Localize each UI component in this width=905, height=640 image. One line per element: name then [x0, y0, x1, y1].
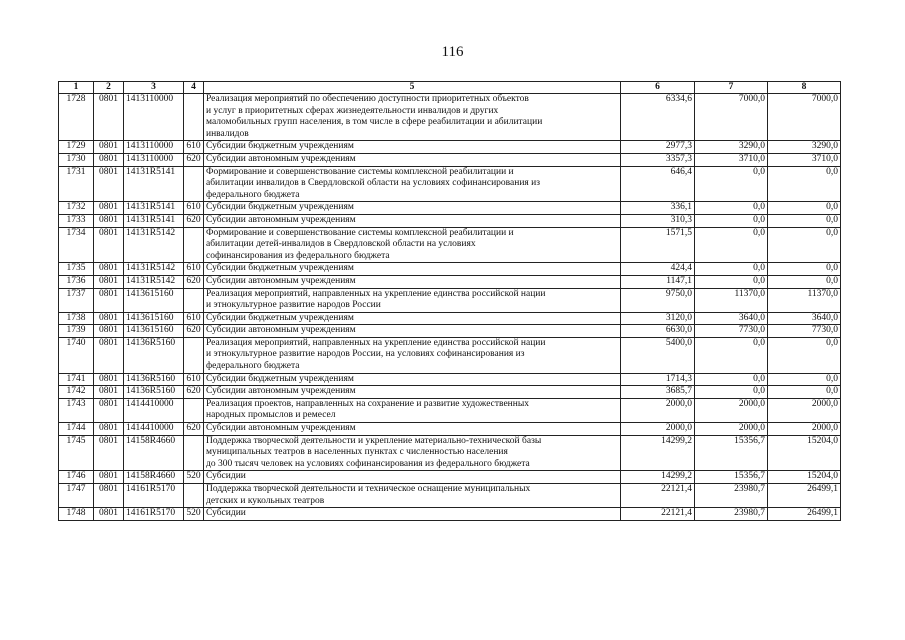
row-number: 1740 — [59, 337, 94, 373]
amount-col-6: 2000,0 — [621, 398, 695, 422]
table-row — [59, 325, 841, 338]
amount-col-8: 7000,0 — [768, 94, 841, 141]
section-code: 0801 — [94, 484, 124, 508]
amount-col-7: 23980,7 — [695, 484, 768, 508]
row-number: 1728 — [59, 94, 94, 141]
row-number: 1730 — [59, 153, 94, 166]
section-code: 0801 — [94, 337, 124, 373]
amount-col-6: 14299,2 — [621, 435, 695, 471]
item-name: Субсидии бюджетным учреждениям — [204, 202, 621, 215]
item-name: Субсидии автономным учреждениям — [204, 275, 621, 288]
expense-type-code — [184, 166, 204, 202]
section-code: 0801 — [94, 275, 124, 288]
expense-type-code: 620 — [184, 214, 204, 227]
amount-col-6: 2977,3 — [621, 141, 695, 154]
item-name: Субсидии — [204, 471, 621, 484]
header-col-4: 4 — [184, 82, 204, 94]
row-number: 1735 — [59, 263, 94, 276]
amount-col-8: 15204,0 — [768, 435, 841, 471]
amount-col-8: 3290,0 — [768, 141, 841, 154]
amount-col-8: 0,0 — [768, 263, 841, 276]
amount-col-8: 2000,0 — [768, 423, 841, 436]
table-row — [59, 227, 841, 263]
expense-type-code — [184, 435, 204, 471]
amount-col-7: 7000,0 — [695, 94, 768, 141]
amount-col-7: 0,0 — [695, 337, 768, 373]
table-row — [59, 166, 841, 202]
amount-col-8: 0,0 — [768, 202, 841, 215]
item-name: Реализация проектов, направленных на сохранение и развитие художественных народных промыслов и ремесел — [204, 398, 621, 422]
expense-type-code — [184, 398, 204, 422]
row-number: 1733 — [59, 214, 94, 227]
item-name: Субсидии автономным учреждениям — [204, 214, 621, 227]
table-row — [59, 263, 841, 276]
item-name: Реализация мероприятий по обеспечению доступности приоритетных объектов и услуг в приоритетных сферах жизнедеятельности инвалидов и других маломобильных групп населения, в том числе в сфере реабилитации и абилитации инвалидов — [204, 94, 621, 141]
target-article-code: 1413615160 — [124, 288, 184, 312]
target-article-code: 14131R5142 — [124, 275, 184, 288]
header-col-6: 6 — [621, 82, 695, 94]
row-number: 1745 — [59, 435, 94, 471]
target-article-code: 14136R5160 — [124, 337, 184, 373]
table-row — [59, 373, 841, 386]
amount-col-8: 7730,0 — [768, 325, 841, 338]
expense-type-code — [184, 337, 204, 373]
target-article-code: 1414410000 — [124, 423, 184, 436]
section-code: 0801 — [94, 227, 124, 263]
header-col-7: 7 — [695, 82, 768, 94]
amount-col-7: 3640,0 — [695, 312, 768, 325]
amount-col-7: 3290,0 — [695, 141, 768, 154]
amount-col-7: 15356,7 — [695, 471, 768, 484]
expense-type-code: 610 — [184, 263, 204, 276]
row-number: 1742 — [59, 386, 94, 399]
expense-type-code: 610 — [184, 141, 204, 154]
amount-col-6: 6334,6 — [621, 94, 695, 141]
target-article-code: 14131R5142 — [124, 263, 184, 276]
expense-type-code: 620 — [184, 325, 204, 338]
target-article-code: 14161R5170 — [124, 508, 184, 521]
target-article-code: 1413615160 — [124, 325, 184, 338]
section-code: 0801 — [94, 508, 124, 521]
item-name: Субсидии автономным учреждениям — [204, 423, 621, 436]
amount-col-8: 0,0 — [768, 214, 841, 227]
section-code: 0801 — [94, 435, 124, 471]
section-code: 0801 — [94, 373, 124, 386]
amount-col-7: 15356,7 — [695, 435, 768, 471]
amount-col-6: 424,4 — [621, 263, 695, 276]
row-number: 1729 — [59, 141, 94, 154]
target-article-code: 14161R5170 — [124, 484, 184, 508]
amount-col-7: 0,0 — [695, 227, 768, 263]
section-code: 0801 — [94, 325, 124, 338]
section-code: 0801 — [94, 153, 124, 166]
item-name: Реализация мероприятий, направленных на укрепление единства российской нации и этнокультурное развитие народов России, на условиях софинансирования из федерального бюджета — [204, 337, 621, 373]
amount-col-8: 26499,1 — [768, 484, 841, 508]
amount-col-7: 2000,0 — [695, 423, 768, 436]
section-code: 0801 — [94, 202, 124, 215]
section-code: 0801 — [94, 166, 124, 202]
item-name: Субсидии — [204, 508, 621, 521]
amount-col-7: 2000,0 — [695, 398, 768, 422]
expense-type-code — [184, 94, 204, 141]
item-name: Субсидии автономным учреждениям — [204, 153, 621, 166]
row-number: 1743 — [59, 398, 94, 422]
amount-col-6: 2000,0 — [621, 423, 695, 436]
amount-col-6: 310,3 — [621, 214, 695, 227]
amount-col-7: 23980,7 — [695, 508, 768, 521]
header-col-2: 2 — [94, 82, 124, 94]
amount-col-8: 0,0 — [768, 386, 841, 399]
header-col-5: 5 — [204, 82, 621, 94]
expense-type-code: 620 — [184, 275, 204, 288]
amount-col-6: 6630,0 — [621, 325, 695, 338]
target-article-code: 14131R5141 — [124, 214, 184, 227]
budget-table — [58, 81, 841, 521]
table-row — [59, 214, 841, 227]
row-number: 1748 — [59, 508, 94, 521]
table-row — [59, 94, 841, 141]
target-article-code: 14131R5142 — [124, 227, 184, 263]
table-row — [59, 202, 841, 215]
table-row — [59, 508, 841, 521]
amount-col-6: 22121,4 — [621, 484, 695, 508]
section-code: 0801 — [94, 94, 124, 141]
item-name: Субсидии бюджетным учреждениям — [204, 373, 621, 386]
expense-type-code: 520 — [184, 471, 204, 484]
section-code: 0801 — [94, 471, 124, 484]
amount-col-6: 1147,1 — [621, 275, 695, 288]
section-code: 0801 — [94, 386, 124, 399]
item-name: Формирование и совершенствование системы комплексной реабилитации и абилитации детей-инвалидов в Свердловской области на условиях софинансирования из федерального бюджета — [204, 227, 621, 263]
amount-col-7: 0,0 — [695, 166, 768, 202]
table-row — [59, 141, 841, 154]
row-number: 1741 — [59, 373, 94, 386]
row-number: 1731 — [59, 166, 94, 202]
item-name: Субсидии автономным учреждениям — [204, 386, 621, 399]
row-number: 1732 — [59, 202, 94, 215]
table-row — [59, 398, 841, 422]
header-col-1: 1 — [59, 82, 94, 94]
row-number: 1737 — [59, 288, 94, 312]
page-number: 116 — [441, 44, 464, 60]
table-row — [59, 386, 841, 399]
table-row — [59, 435, 841, 471]
amount-col-7: 0,0 — [695, 214, 768, 227]
section-code: 0801 — [94, 141, 124, 154]
amount-col-6: 336,1 — [621, 202, 695, 215]
section-code: 0801 — [94, 214, 124, 227]
target-article-code: 1413110000 — [124, 141, 184, 154]
amount-col-7: 7730,0 — [695, 325, 768, 338]
table-row — [59, 423, 841, 436]
target-article-code: 1413110000 — [124, 94, 184, 141]
target-article-code: 14158R4660 — [124, 471, 184, 484]
amount-col-7: 0,0 — [695, 202, 768, 215]
target-article-code: 14158R4660 — [124, 435, 184, 471]
item-name: Поддержка творческой деятельности и укрепление материально-технической базы муниципальных театров в населенных пунктах с численностью населения до 300 тысяч человек на условиях софинансирования из федерального бюджета — [204, 435, 621, 471]
row-number: 1739 — [59, 325, 94, 338]
row-number: 1746 — [59, 471, 94, 484]
amount-col-8: 11370,0 — [768, 288, 841, 312]
expense-type-code: 610 — [184, 202, 204, 215]
amount-col-6: 5400,0 — [621, 337, 695, 373]
table-row — [59, 288, 841, 312]
amount-col-8: 0,0 — [768, 337, 841, 373]
amount-col-8: 3640,0 — [768, 312, 841, 325]
expense-type-code: 610 — [184, 373, 204, 386]
item-name: Поддержка творческой деятельности и техническое оснащение муниципальных детских и кукольных театров — [204, 484, 621, 508]
target-article-code: 14131R5141 — [124, 166, 184, 202]
expense-type-code: 620 — [184, 153, 204, 166]
amount-col-8: 0,0 — [768, 227, 841, 263]
amount-col-8: 15204,0 — [768, 471, 841, 484]
amount-col-8: 3710,0 — [768, 153, 841, 166]
amount-col-6: 9750,0 — [621, 288, 695, 312]
header-col-3: 3 — [124, 82, 184, 94]
item-name: Субсидии автономным учреждениям — [204, 325, 621, 338]
amount-col-6: 3685,7 — [621, 386, 695, 399]
expense-type-code — [184, 288, 204, 312]
header-col-8: 8 — [768, 82, 841, 94]
amount-col-8: 0,0 — [768, 166, 841, 202]
item-name: Формирование и совершенствование системы комплексной реабилитации и абилитации инвалидов в Свердловской области на условиях софинансирования из федерального бюджета — [204, 166, 621, 202]
amount-col-7: 0,0 — [695, 386, 768, 399]
amount-col-8: 2000,0 — [768, 398, 841, 422]
table-row — [59, 312, 841, 325]
expense-type-code — [184, 484, 204, 508]
row-number: 1736 — [59, 275, 94, 288]
section-code: 0801 — [94, 288, 124, 312]
amount-col-7: 0,0 — [695, 263, 768, 276]
row-number: 1747 — [59, 484, 94, 508]
expense-type-code: 520 — [184, 508, 204, 521]
amount-col-7: 0,0 — [695, 275, 768, 288]
amount-col-7: 0,0 — [695, 373, 768, 386]
target-article-code: 1413110000 — [124, 153, 184, 166]
table-row — [59, 337, 841, 373]
table-row — [59, 153, 841, 166]
target-article-code: 14136R5160 — [124, 386, 184, 399]
row-number: 1744 — [59, 423, 94, 436]
expense-type-code: 620 — [184, 386, 204, 399]
amount-col-6: 22121,4 — [621, 508, 695, 521]
amount-col-8: 26499,1 — [768, 508, 841, 521]
amount-col-8: 0,0 — [768, 275, 841, 288]
amount-col-6: 1571,5 — [621, 227, 695, 263]
expense-type-code: 610 — [184, 312, 204, 325]
header-row — [59, 82, 841, 94]
expense-type-code: 620 — [184, 423, 204, 436]
target-article-code: 1413615160 — [124, 312, 184, 325]
item-name: Реализация мероприятий, направленных на укрепление единства российской нации и этнокультурное развитие народов России — [204, 288, 621, 312]
section-code: 0801 — [94, 263, 124, 276]
table-row — [59, 484, 841, 508]
amount-col-6: 3357,3 — [621, 153, 695, 166]
expense-type-code — [184, 227, 204, 263]
section-code: 0801 — [94, 312, 124, 325]
table-row — [59, 275, 841, 288]
amount-col-6: 3120,0 — [621, 312, 695, 325]
section-code: 0801 — [94, 423, 124, 436]
section-code: 0801 — [94, 398, 124, 422]
amount-col-7: 3710,0 — [695, 153, 768, 166]
amount-col-6: 14299,2 — [621, 471, 695, 484]
target-article-code: 14136R5160 — [124, 373, 184, 386]
table-body — [59, 94, 841, 521]
amount-col-8: 0,0 — [768, 373, 841, 386]
item-name: Субсидии бюджетным учреждениям — [204, 263, 621, 276]
table-row — [59, 471, 841, 484]
item-name: Субсидии бюджетным учреждениям — [204, 312, 621, 325]
amount-col-6: 646,4 — [621, 166, 695, 202]
row-number: 1738 — [59, 312, 94, 325]
item-name: Субсидии бюджетным учреждениям — [204, 141, 621, 154]
row-number: 1734 — [59, 227, 94, 263]
target-article-code: 1414410000 — [124, 398, 184, 422]
amount-col-6: 1714,3 — [621, 373, 695, 386]
amount-col-7: 11370,0 — [695, 288, 768, 312]
target-article-code: 14131R5141 — [124, 202, 184, 215]
